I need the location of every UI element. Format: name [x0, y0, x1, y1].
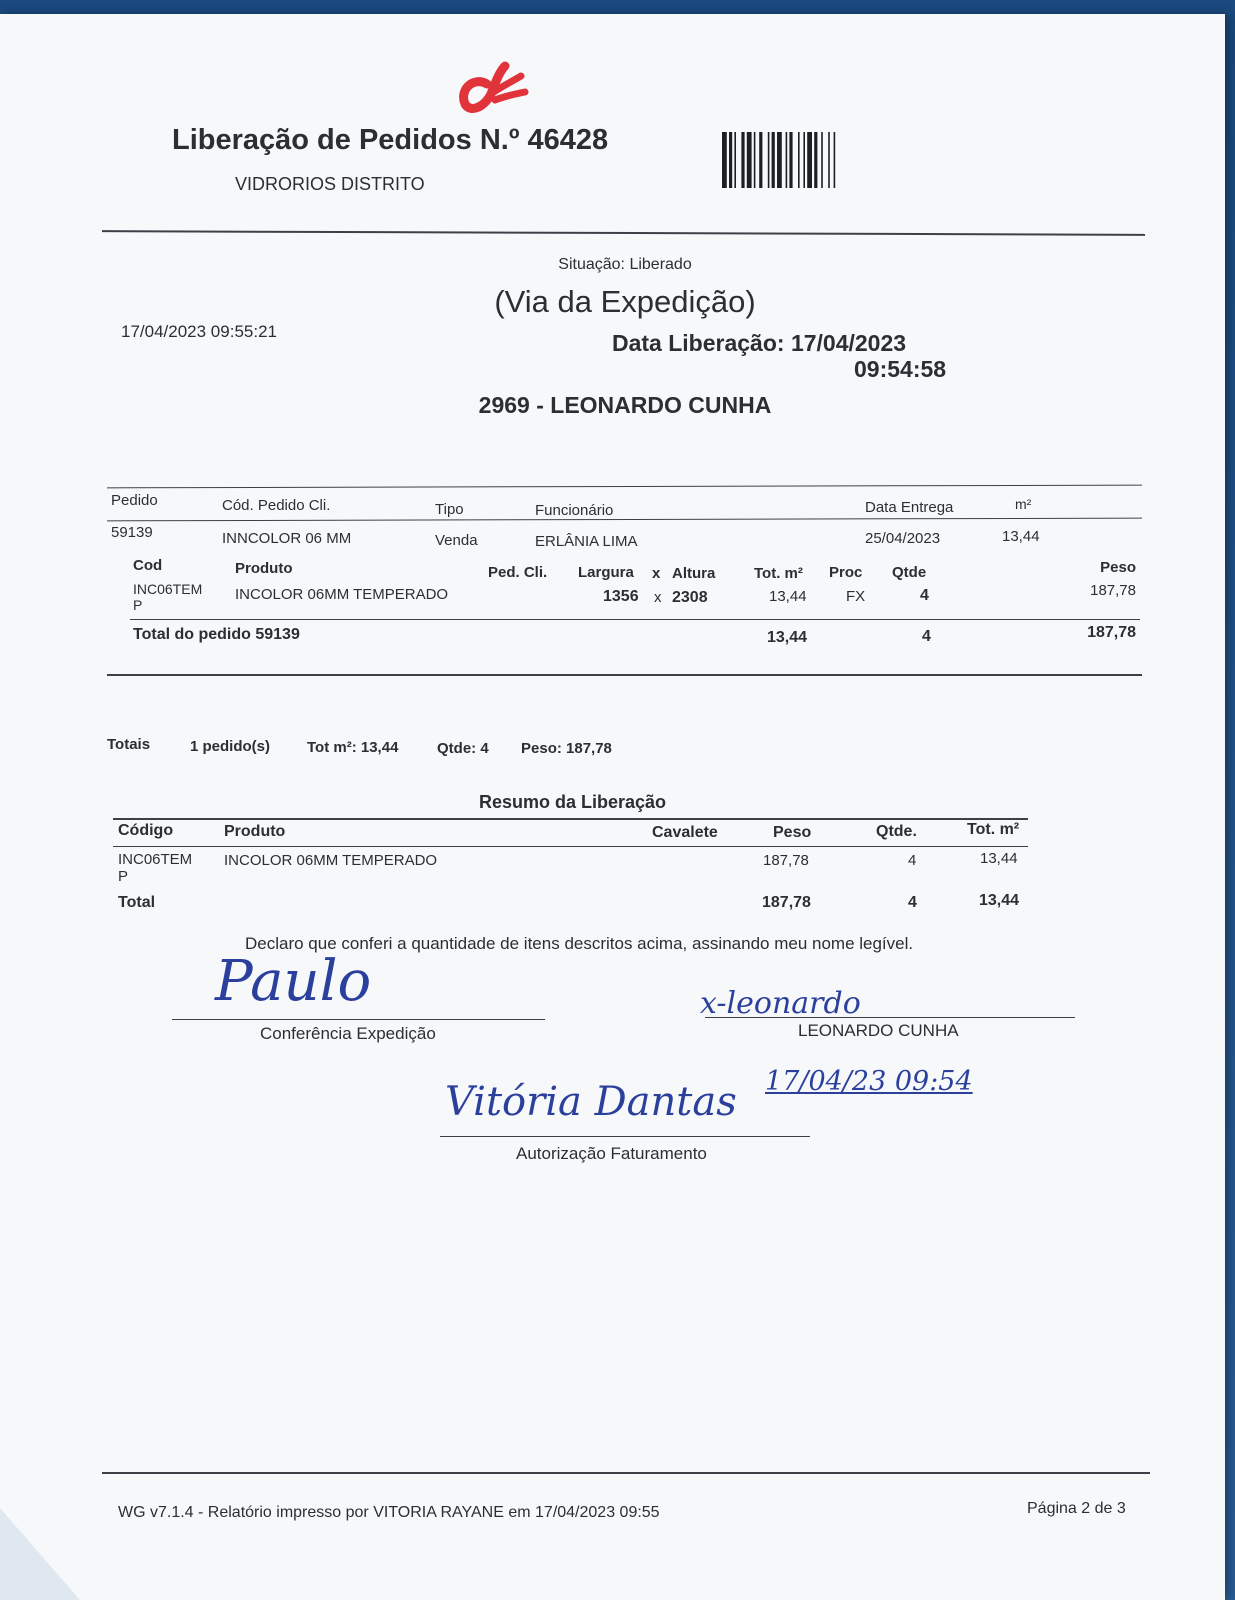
barcode-bar — [722, 132, 727, 188]
order-tipo: Venda — [435, 532, 478, 549]
order-total-label: Total do pedido 59139 — [133, 626, 300, 643]
order-total-qtde: 4 — [922, 628, 931, 645]
autorizacao-signature-line — [440, 1136, 810, 1137]
col-header-data-entrega: Data Entrega — [865, 499, 954, 516]
col-header-tipo: Tipo — [435, 501, 464, 518]
barcode-bar — [754, 132, 756, 188]
status-text: Situação: Liberado — [558, 256, 692, 273]
order-pedido: 59139 — [111, 524, 153, 541]
client-name: 2969 - LEONARDO CUNHA — [478, 392, 772, 418]
order-table-top-rule — [107, 485, 1142, 489]
totals-peso: Peso: 187,78 — [521, 740, 612, 757]
summary-codigo-line1: INC06TEM — [118, 851, 193, 868]
order-cod-cli: INNCOLOR 06 MM — [222, 530, 352, 547]
totals-m2: Tot m²: 13,44 — [307, 739, 399, 756]
order-total-m2: 13,44 — [767, 629, 808, 646]
printed-timestamp: 17/04/2023 09:55:21 — [121, 322, 277, 341]
barcode-bar — [807, 132, 812, 188]
item-proc: FX — [846, 588, 866, 605]
conferencia-signature: Paulo — [215, 949, 372, 1014]
conferencia-signature-line — [172, 1019, 545, 1020]
barcode-bar — [772, 132, 775, 188]
summary-total-peso: 187,78 — [762, 894, 811, 911]
barcode-bar — [789, 132, 792, 188]
barcode-bar — [741, 132, 744, 188]
folded-corner — [0, 1508, 80, 1600]
summary-header-produto: Produto — [224, 823, 286, 840]
via-title: (Via da Expedição) — [494, 284, 756, 319]
item-cod-line1: INC06TEM — [133, 581, 203, 597]
col-header-pedido: Pedido — [111, 492, 158, 509]
summary-produto: INCOLOR 06MM TEMPERADO — [224, 852, 438, 869]
summary-header-peso: Peso — [773, 824, 812, 841]
client-label: LEONARDO CUNHA — [798, 1021, 959, 1040]
summary-total-qtde: 4 — [908, 894, 917, 911]
order-table-header-rule — [107, 518, 1142, 522]
autorizacao-label: Autorização Faturamento — [516, 1144, 707, 1163]
summary-total-label: Total — [118, 894, 156, 911]
company-name: VIDRORIOS DISTRITO — [235, 174, 425, 194]
item-largura: 1356 — [603, 588, 639, 605]
item-header-produto: Produto — [235, 560, 293, 577]
barcode-bar — [747, 132, 752, 188]
summary-header-rule — [113, 846, 1028, 847]
col-header-m2: m² — [1015, 496, 1032, 512]
item-produto: INCOLOR 06MM TEMPERADO — [235, 586, 449, 603]
item-peso: 187,78 — [1090, 582, 1136, 599]
order-data-entrega: 25/04/2023 — [865, 530, 941, 547]
barcode-bar — [734, 132, 736, 188]
item-header-qtde: Qtde — [892, 564, 927, 581]
totals-pedidos: 1 pedido(s) — [190, 738, 271, 755]
barcode-bar — [786, 132, 788, 188]
item-header-tot-m2: Tot. m² — [754, 565, 803, 582]
header-divider — [102, 230, 1145, 236]
barcode-bar — [759, 132, 762, 188]
footer-rule — [102, 1472, 1150, 1474]
item-header-proc: Proc — [829, 564, 863, 581]
barcode-bar — [821, 132, 823, 188]
order-funcionario: ERLÂNIA LIMA — [535, 533, 638, 550]
item-cod-line2: P — [133, 597, 143, 613]
totals-qtde: Qtde: 4 — [437, 740, 489, 757]
conferencia-label: Conferência Expedição — [260, 1024, 436, 1043]
item-qtde: 4 — [920, 587, 929, 604]
summary-header-tot-m2: Tot. m² — [967, 821, 1020, 838]
barcode-bar — [828, 132, 830, 188]
release-date: Data Liberação: 17/04/2023 — [612, 330, 907, 356]
footer-print-info: WG v7.1.4 - Relatório impresso por VITORIA RAYANE em 17/04/2023 09:55 — [118, 1504, 660, 1521]
summary-codigo-line2: P — [118, 868, 129, 885]
col-header-funcionario: Funcionário — [535, 502, 614, 519]
col-header-cod-cli: Cód. Pedido Cli. — [222, 497, 331, 514]
summary-header-cavalete: Cavalete — [652, 824, 718, 841]
summary-peso: 187,78 — [763, 852, 809, 869]
barcode-bar — [814, 132, 817, 188]
item-tot-m2: 13,44 — [769, 588, 807, 605]
summary-qtde: 4 — [908, 852, 917, 869]
summary-header-qtde: Qtde. — [876, 823, 917, 840]
barcode-icon — [722, 132, 907, 188]
item-x: x — [654, 589, 662, 606]
company-logo-icon — [455, 54, 535, 124]
barcode-bar — [768, 132, 770, 188]
item-total-rule — [130, 619, 1140, 620]
footer-page-number: Página 2 de 3 — [1027, 1500, 1126, 1517]
document-title: Liberação de Pedidos N.º 46428 — [172, 124, 609, 156]
item-header-altura: Altura — [672, 565, 716, 582]
summary-title: Resumo da Liberação — [478, 792, 667, 812]
release-time: 09:54:58 — [854, 356, 947, 382]
totals-label: Totais — [107, 736, 151, 753]
summary-top-rule — [113, 818, 1028, 820]
client-signature-line — [705, 1017, 1075, 1018]
declaration-text: Declaro que conferi a quantidade de itens descritos acima, assinando meu nome legível. — [245, 934, 914, 953]
item-header-largura: Largura — [578, 564, 634, 581]
handwritten-datetime: 17/04/23 09:54 — [765, 1066, 973, 1097]
order-table-bottom-rule — [107, 674, 1142, 676]
order-m2: 13,44 — [1002, 528, 1040, 545]
item-header-x: x — [652, 565, 661, 582]
barcode-bar — [834, 132, 836, 188]
order-total-peso: 187,78 — [1087, 624, 1136, 641]
item-header-ped-cli: Ped. Cli. — [488, 564, 548, 581]
barcode-bar — [803, 132, 805, 188]
barcode-bar — [777, 132, 782, 188]
barcode-bar — [729, 132, 732, 188]
summary-total-tot-m2: 13,44 — [979, 892, 1020, 909]
barcode-bar — [798, 132, 800, 188]
item-header-cod: Cod — [133, 557, 163, 574]
autorizacao-signature: Vitória Dantas — [445, 1079, 737, 1125]
client-signature: x-leonardo — [700, 986, 861, 1021]
summary-tot-m2: 13,44 — [980, 850, 1018, 867]
item-header-peso: Peso — [1100, 559, 1136, 576]
item-altura: 2308 — [672, 589, 708, 606]
document-page — [0, 14, 1225, 1600]
summary-header-codigo: Código — [118, 822, 174, 839]
